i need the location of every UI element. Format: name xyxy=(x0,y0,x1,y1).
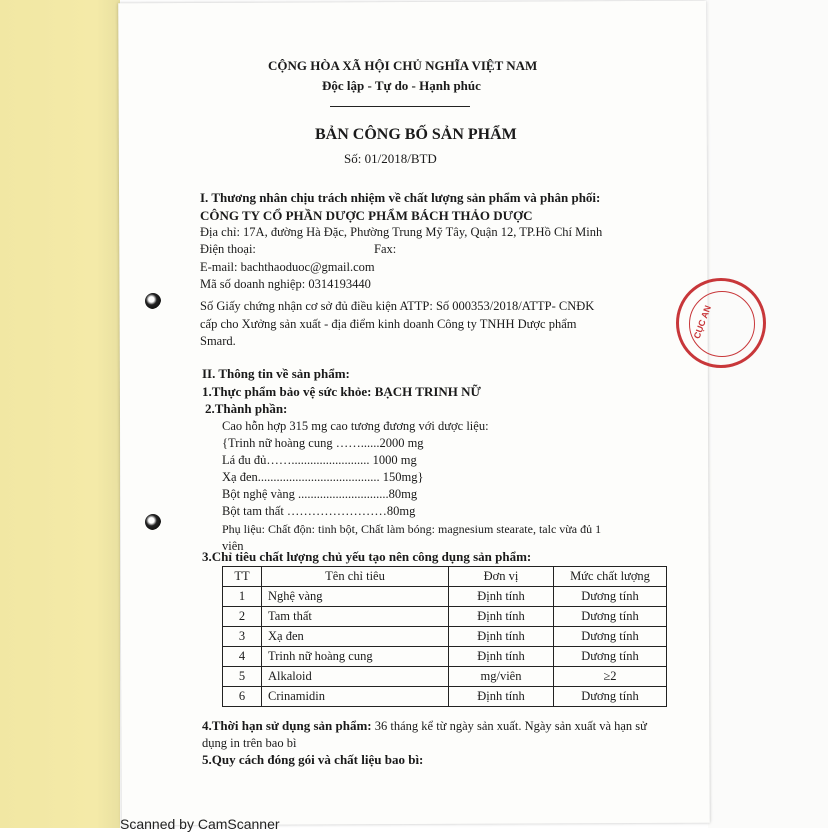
left-background xyxy=(0,0,120,828)
table-cell: 6 xyxy=(223,687,262,707)
table-cell: Dương tính xyxy=(554,647,667,667)
table-cell: Dương tính xyxy=(554,607,667,627)
table-cell: 5 xyxy=(223,667,262,687)
ingredient-item: Lá đu đủ……......................... 1000 mg xyxy=(222,453,417,467)
certificate-line-3: Smard. xyxy=(200,334,236,348)
tax-code: Mã số doanh nghiệp: 0314193440 xyxy=(200,277,371,291)
table-cell: ≥2 xyxy=(554,667,667,687)
punch-hole-icon xyxy=(145,514,161,530)
table-cell: Dương tính xyxy=(554,687,667,707)
table-header-cell: TT xyxy=(223,567,262,587)
table-cell: Định tính xyxy=(449,647,554,667)
punch-hole-icon xyxy=(145,293,161,309)
ingredient-item: Xạ đen....................................... 150mg} xyxy=(222,470,424,484)
shelf-life-text: 36 tháng kể từ ngày sản xuất. Ngày sản xuất và hạn sử xyxy=(371,719,647,733)
section5-heading: 5.Quy cách đóng gói và chất liệu bao bì: xyxy=(202,752,424,767)
header-divider xyxy=(330,106,470,107)
table-cell: Crinamidin xyxy=(262,687,449,707)
phone-label: Điện thoại: xyxy=(200,242,256,256)
shelf-life-line-2: dụng in trên bao bì xyxy=(202,736,297,750)
table-row xyxy=(223,687,667,707)
right-background xyxy=(708,0,828,828)
table-cell: 3 xyxy=(223,627,262,647)
shelf-life-heading: 4.Thời hạn sử dụng sản phẩm: xyxy=(202,718,372,733)
product-name: 1.Thực phẩm bảo vệ sức khỏe: BẠCH TRINH NỮ xyxy=(202,384,481,399)
table-cell: Nghệ vàng xyxy=(262,587,449,607)
document-number: Số: 01/2018/BTD xyxy=(344,151,437,166)
table-header-cell: Mức chất lượng xyxy=(554,567,667,587)
table-cell: Trinh nữ hoàng cung xyxy=(262,647,449,667)
motto: Độc lập - Tự do - Hạnh phúc xyxy=(322,78,481,93)
table-row xyxy=(223,667,667,687)
nation-title: CỘNG HÒA XÃ HỘI CHỦ NGHĨA VIỆT NAM xyxy=(268,58,538,73)
table-cell: Định tính xyxy=(449,587,554,607)
document-title: BẢN CÔNG BỐ SẢN PHẨM xyxy=(315,126,517,143)
table-row xyxy=(223,607,667,627)
excipient-line-1: Phụ liệu: Chất độn: tinh bột, Chất làm bóng: magnesium stearate, talc vừa đủ 1 xyxy=(222,522,602,536)
company-email: E-mail: bachthaoduoc@gmail.com xyxy=(200,260,375,274)
ingredient-item: Bột tam thất ……………………80mg xyxy=(222,504,416,518)
certificate-line-1: Số Giấy chứng nhận cơ sở đủ điều kiện ATTP: Số 000353/2018/ATTP- CNĐK xyxy=(200,299,595,313)
table-header-cell: Tên chỉ tiêu xyxy=(262,567,449,587)
certificate-line-2: cấp cho Xưởng sản xuất - địa điểm kinh doanh Công ty TNHH Dược phẩm xyxy=(200,317,577,331)
official-stamp xyxy=(676,278,766,368)
table-row xyxy=(223,587,667,607)
stamp-text: CỤC AN xyxy=(691,303,713,341)
table-cell: Xạ đen xyxy=(262,627,449,647)
fax-label: Fax: xyxy=(374,242,397,256)
table-row xyxy=(223,627,667,647)
company-address: Địa chỉ: 17A, đường Hà Đặc, Phường Trung Mỹ Tây, Quận 12, TP.Hồ Chí Minh xyxy=(200,225,603,239)
section1-heading: I. Thương nhân chịu trách nhiệm về chất lượng sản phẩm và phân phối: xyxy=(200,190,601,205)
table-cell: Dương tính xyxy=(554,627,667,647)
ingredients-intro: Cao hỗn hợp 315 mg cao tương đương với dược liệu: xyxy=(222,419,489,433)
table-cell: Dương tính xyxy=(554,587,667,607)
table-cell: Định tính xyxy=(449,627,554,647)
table-cell: Alkaloid xyxy=(262,667,449,687)
company-name: CÔNG TY CỔ PHẦN DƯỢC PHẨM BÁCH THẢO DƯỢC xyxy=(200,208,533,223)
table-cell: mg/viên xyxy=(449,667,554,687)
shelf-life-line-1 xyxy=(202,718,647,734)
excipient-line-2: viên xyxy=(222,539,244,553)
scanner-watermark: Scanned by CamScanner xyxy=(120,816,280,832)
table-cell: Định tính xyxy=(449,607,554,627)
table-cell: 4 xyxy=(223,647,262,667)
table-row xyxy=(223,647,667,667)
section3-heading: 3.Chỉ tiêu chất lượng chủ yếu tạo nên công dụng sản phẩm: xyxy=(202,549,532,564)
table-header-cell: Đơn vị xyxy=(449,567,554,587)
table-cell: Tam thất xyxy=(262,607,449,627)
section2-heading: II. Thông tin về sản phẩm: xyxy=(202,366,350,381)
table-header-row xyxy=(223,567,667,587)
table-cell: 2 xyxy=(223,607,262,627)
quality-table xyxy=(222,566,667,707)
table-cell: Định tính xyxy=(449,687,554,707)
ingredients-heading: 2.Thành phần: xyxy=(205,401,288,416)
ingredient-item: Bột nghệ vàng .............................80mg xyxy=(222,487,418,501)
ingredient-item: {Trinh nữ hoàng cung ……......2000 mg xyxy=(222,436,424,450)
table-cell: 1 xyxy=(223,587,262,607)
